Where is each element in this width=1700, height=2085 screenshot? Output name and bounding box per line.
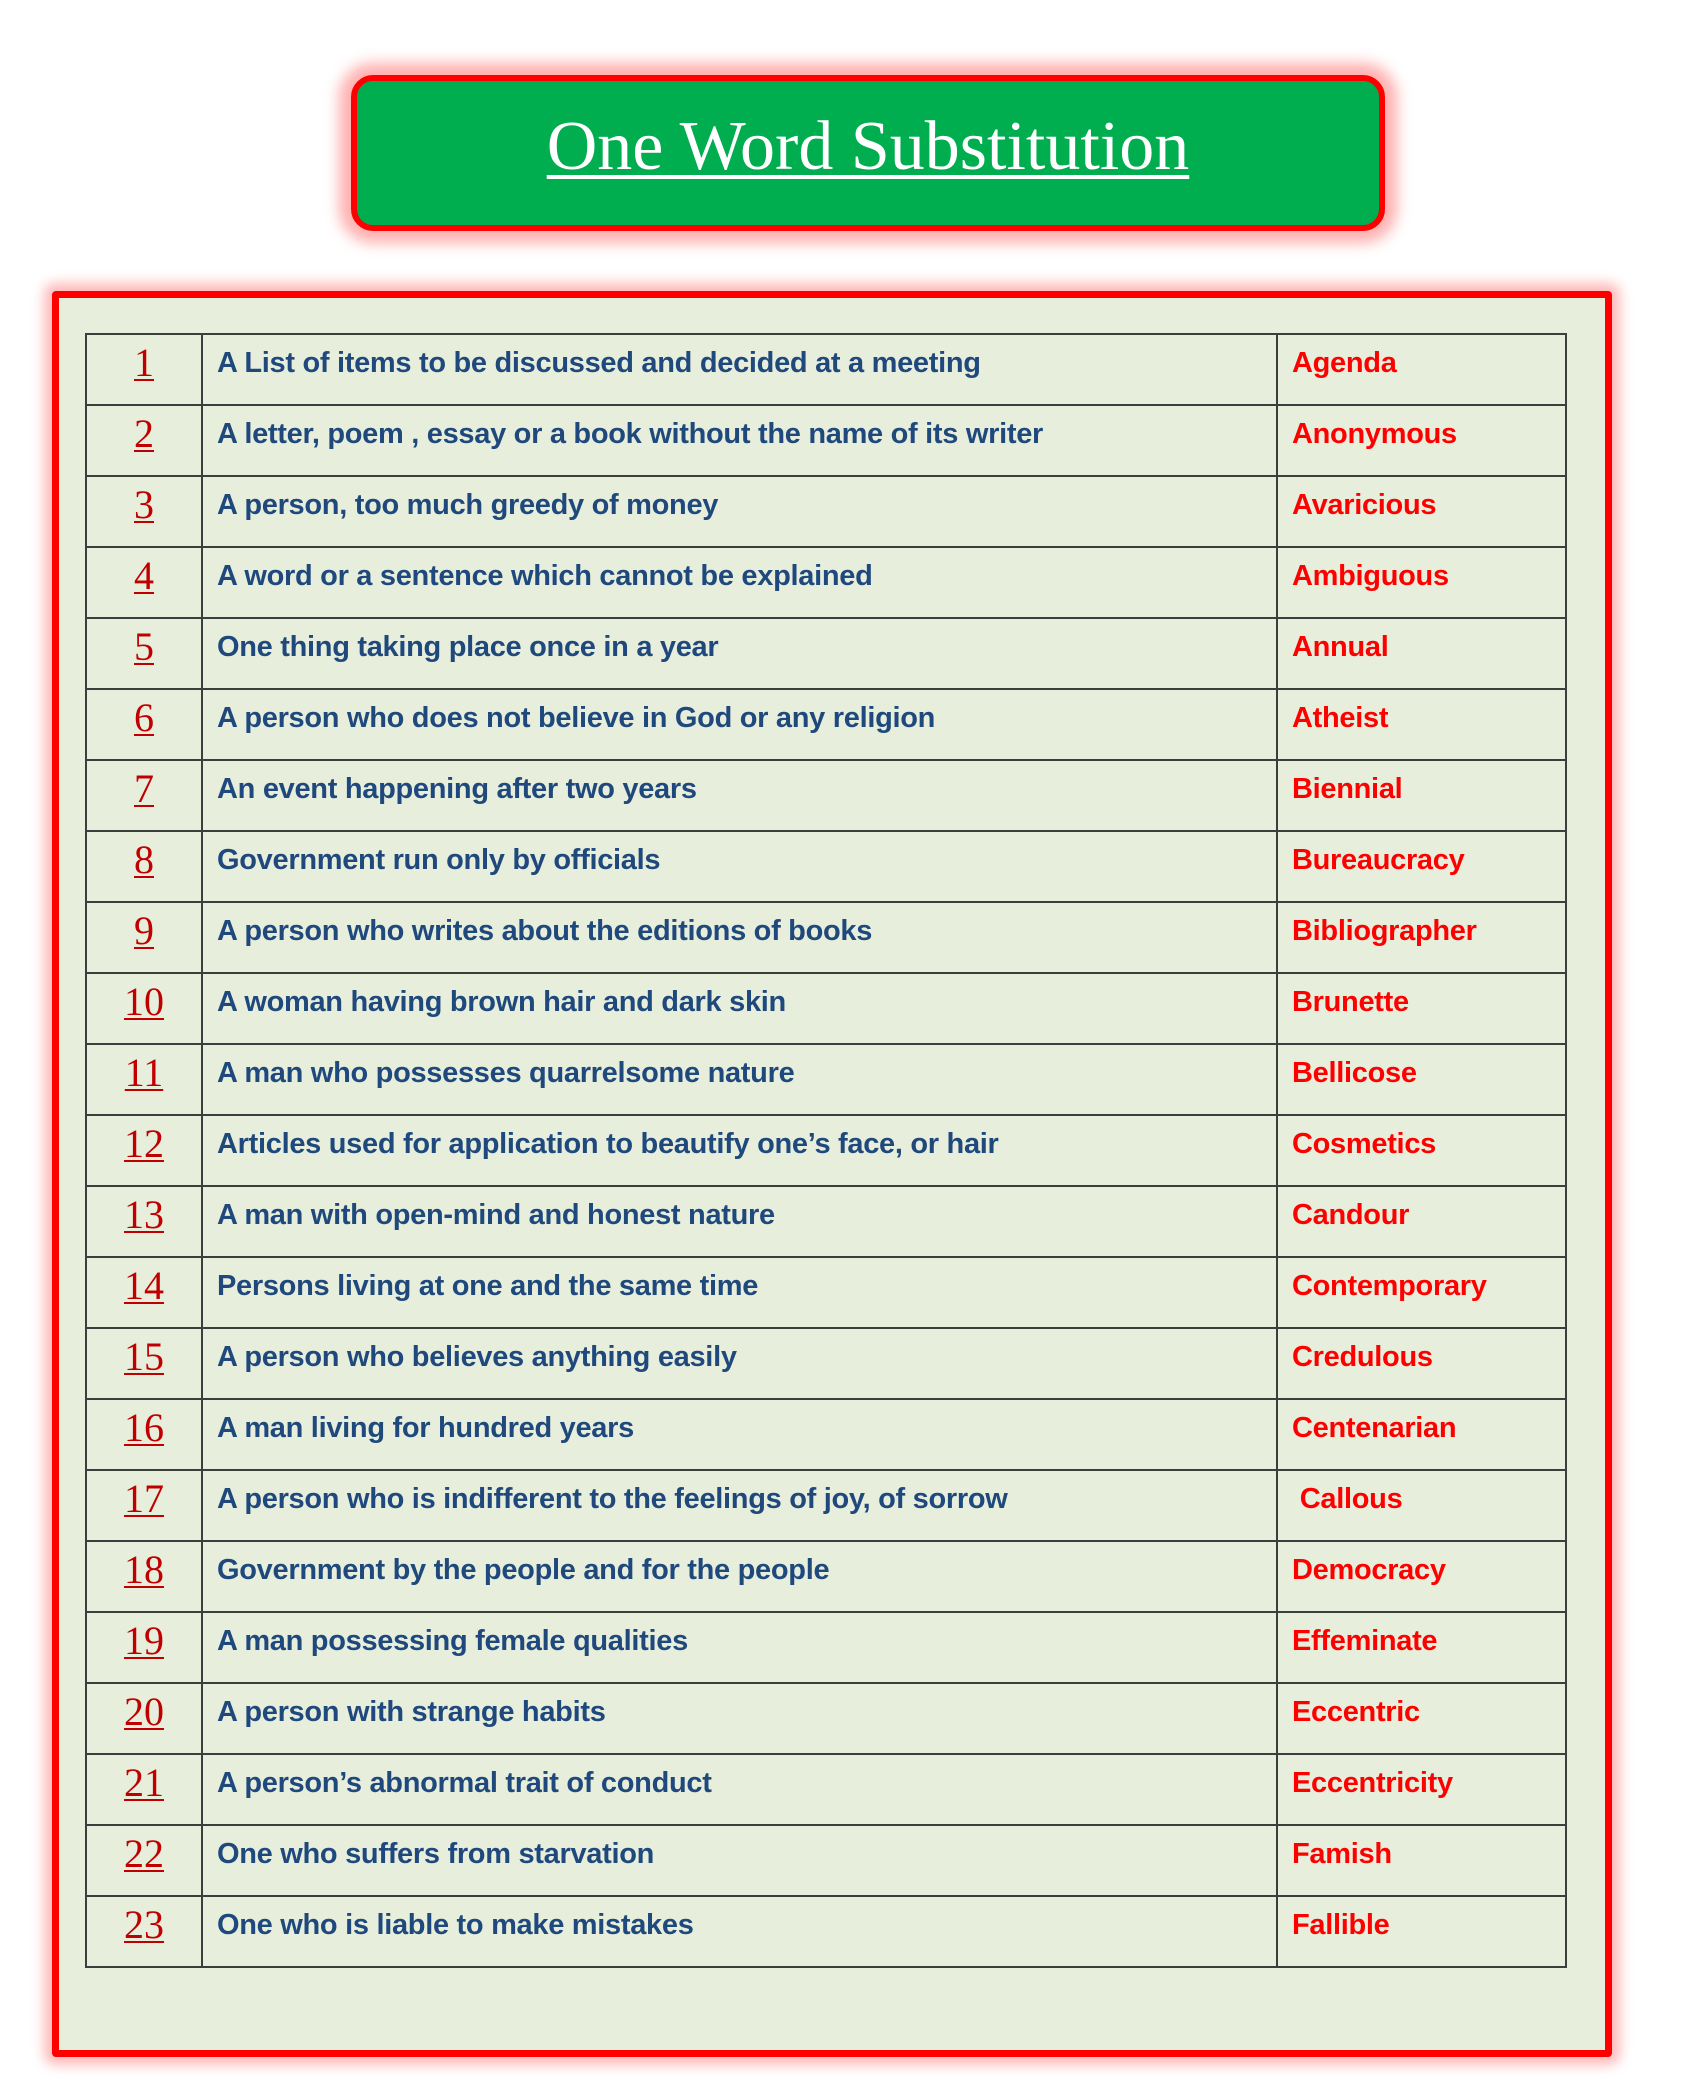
definition-cell [202,1257,1277,1328]
answer-word: Avaricious [1292,489,1437,521]
table-row [86,547,1566,618]
row-number-cell [86,1399,202,1470]
table-row [86,831,1566,902]
definition-cell [202,547,1277,618]
row-number-cell [86,1328,202,1399]
answer-cell [1277,760,1566,831]
answer-cell [1277,831,1566,902]
definition-cell [202,1825,1277,1896]
row-number-cell [86,1825,202,1896]
row-number-cell [86,831,202,902]
row-number: 19 [124,1618,164,1663]
definition-text: A person’s abnormal trait of conduct [217,1767,712,1799]
row-number: 16 [124,1405,164,1450]
row-number-cell [86,689,202,760]
row-number-cell [86,1754,202,1825]
row-number: 14 [124,1263,164,1308]
definition-text: A man who possesses quarrelsome nature [217,1057,795,1089]
answer-word: Callous [1292,1483,1403,1515]
answer-cell [1277,1257,1566,1328]
answer-word: Fallible [1292,1909,1390,1941]
row-number: 4 [134,553,154,598]
row-number: 22 [124,1831,164,1876]
table-row [86,1328,1566,1399]
row-number-cell [86,902,202,973]
row-number: 9 [134,908,154,953]
answer-word: Anonymous [1292,418,1457,450]
row-number: 6 [134,695,154,740]
answer-cell [1277,1754,1566,1825]
row-number-cell [86,1044,202,1115]
table-row [86,1896,1566,1967]
definition-text: A man possessing female qualities [217,1625,688,1657]
row-number-cell [86,1257,202,1328]
answer-cell [1277,1328,1566,1399]
answer-cell [1277,1896,1566,1967]
answer-word: Bellicose [1292,1057,1417,1089]
table-row [86,1683,1566,1754]
definition-text: One who is liable to make mistakes [217,1909,694,1941]
definition-cell [202,1044,1277,1115]
row-number: 2 [134,411,154,456]
definition-text: A person who does not believe in God or any religion [217,702,936,734]
row-number-cell [86,334,202,405]
row-number-cell [86,760,202,831]
row-number-cell [86,973,202,1044]
definition-text: A letter, poem , essay or a book without the name of its writer [217,418,1044,450]
definition-cell [202,334,1277,405]
table-row [86,1541,1566,1612]
row-number: 10 [124,979,164,1024]
definition-cell [202,1328,1277,1399]
definition-cell [202,1683,1277,1754]
definition-text: Government by the people and for the people [217,1554,830,1586]
answer-word: Effeminate [1292,1625,1438,1657]
definition-cell [202,973,1277,1044]
answer-word: Candour [1292,1199,1410,1231]
definition-cell [202,760,1277,831]
definition-cell [202,689,1277,760]
definition-text: A man living for hundred years [217,1412,634,1444]
definition-cell [202,831,1277,902]
row-number-cell [86,618,202,689]
table-row [86,1470,1566,1541]
table-row [86,1115,1566,1186]
row-number: 11 [124,1050,164,1095]
definition-text: One thing taking place once in a year [217,631,719,663]
answer-word: Brunette [1292,986,1409,1018]
answer-cell [1277,1541,1566,1612]
definition-cell [202,1754,1277,1825]
answer-word: Cosmetics [1292,1128,1436,1160]
row-number: 8 [134,837,154,882]
row-number-cell [86,547,202,618]
definition-cell [202,1470,1277,1541]
answer-cell [1277,476,1566,547]
row-number-cell [86,1541,202,1612]
answer-word: Contemporary [1292,1270,1487,1302]
row-number: 17 [124,1476,164,1521]
table-row [86,902,1566,973]
definition-cell [202,1541,1277,1612]
table-row [86,1044,1566,1115]
answer-cell [1277,618,1566,689]
definition-cell [202,1186,1277,1257]
table-row [86,1399,1566,1470]
table-row [86,1825,1566,1896]
table-row [86,1186,1566,1257]
row-number-cell [86,1186,202,1257]
definition-cell [202,405,1277,476]
definition-cell [202,476,1277,547]
row-number: 13 [124,1192,164,1237]
answer-word: Agenda [1292,347,1397,379]
page-title: One Word Substitution [546,108,1190,185]
word-table [85,333,1567,1968]
row-number-cell [86,1683,202,1754]
row-number: 15 [124,1334,164,1379]
answer-word: Eccentricity [1292,1767,1453,1799]
definition-text: A person who writes about the editions of books [217,915,873,947]
answer-cell [1277,1683,1566,1754]
definition-text: A person with strange habits [217,1696,606,1728]
definition-cell [202,1612,1277,1683]
definition-cell [202,1896,1277,1967]
definition-text: A person who is indifferent to the feelings of joy, of sorrow [217,1483,1008,1515]
answer-cell [1277,689,1566,760]
table-row [86,405,1566,476]
definition-text: A List of items to be discussed and decided at a meeting [217,347,981,379]
answer-cell [1277,902,1566,973]
answer-word: Centenarian [1292,1412,1457,1444]
table-row [86,973,1566,1044]
answer-cell [1277,1825,1566,1896]
answer-word: Annual [1292,631,1389,663]
answer-cell [1277,1044,1566,1115]
table-row [86,1612,1566,1683]
answer-word: Bibliographer [1292,915,1477,947]
row-number-cell [86,1896,202,1967]
table-row [86,476,1566,547]
answer-cell [1277,547,1566,618]
definition-text: Persons living at one and the same time [217,1270,759,1302]
answer-cell [1277,1470,1566,1541]
answer-cell [1277,973,1566,1044]
answer-cell [1277,405,1566,476]
row-number: 20 [124,1689,164,1734]
definition-cell [202,1399,1277,1470]
row-number: 7 [134,766,154,811]
answer-cell [1277,1612,1566,1683]
definition-text: A man with open-mind and honest nature [217,1199,775,1231]
title-banner [351,75,1385,231]
definition-text: Articles used for application to beautify one’s face, or hair [217,1128,999,1160]
table-row [86,1754,1566,1825]
row-number-cell [86,405,202,476]
table-row [86,689,1566,760]
table-row [86,760,1566,831]
answer-cell [1277,1186,1566,1257]
row-number-cell [86,1612,202,1683]
row-number: 1 [134,340,154,385]
row-number: 23 [124,1902,164,1947]
definition-text: A person who believes anything easily [217,1341,737,1373]
row-number: 18 [124,1547,164,1592]
row-number-cell [86,1115,202,1186]
definition-cell [202,618,1277,689]
answer-cell [1277,1399,1566,1470]
table-row [86,334,1566,405]
answer-word: Ambiguous [1292,560,1449,592]
definition-cell [202,902,1277,973]
table-row [86,618,1566,689]
answer-word: Atheist [1292,702,1389,734]
row-number: 12 [124,1121,164,1166]
row-number-cell [86,1470,202,1541]
answer-word: Famish [1292,1838,1392,1870]
row-number-cell [86,476,202,547]
definition-text: One who suffers from starvation [217,1838,655,1870]
definition-text: A word or a sentence which cannot be explained [217,560,873,592]
definition-text: An event happening after two years [217,773,697,805]
answer-word: Biennial [1292,773,1403,805]
row-number: 3 [134,482,154,527]
row-number: 21 [124,1760,164,1805]
answer-cell [1277,1115,1566,1186]
answer-word: Eccentric [1292,1696,1420,1728]
row-number: 5 [134,624,154,669]
word-list-panel [52,291,1612,2057]
definition-text: A person, too much greedy of money [217,489,719,521]
definition-text: A woman having brown hair and dark skin [217,986,786,1018]
answer-word: Credulous [1292,1341,1433,1373]
definition-cell [202,1115,1277,1186]
word-table-body [86,334,1566,1967]
answer-cell [1277,334,1566,405]
answer-word: Democracy [1292,1554,1446,1586]
definition-text: Government run only by officials [217,844,661,876]
answer-word: Bureaucracy [1292,844,1465,876]
table-row [86,1257,1566,1328]
